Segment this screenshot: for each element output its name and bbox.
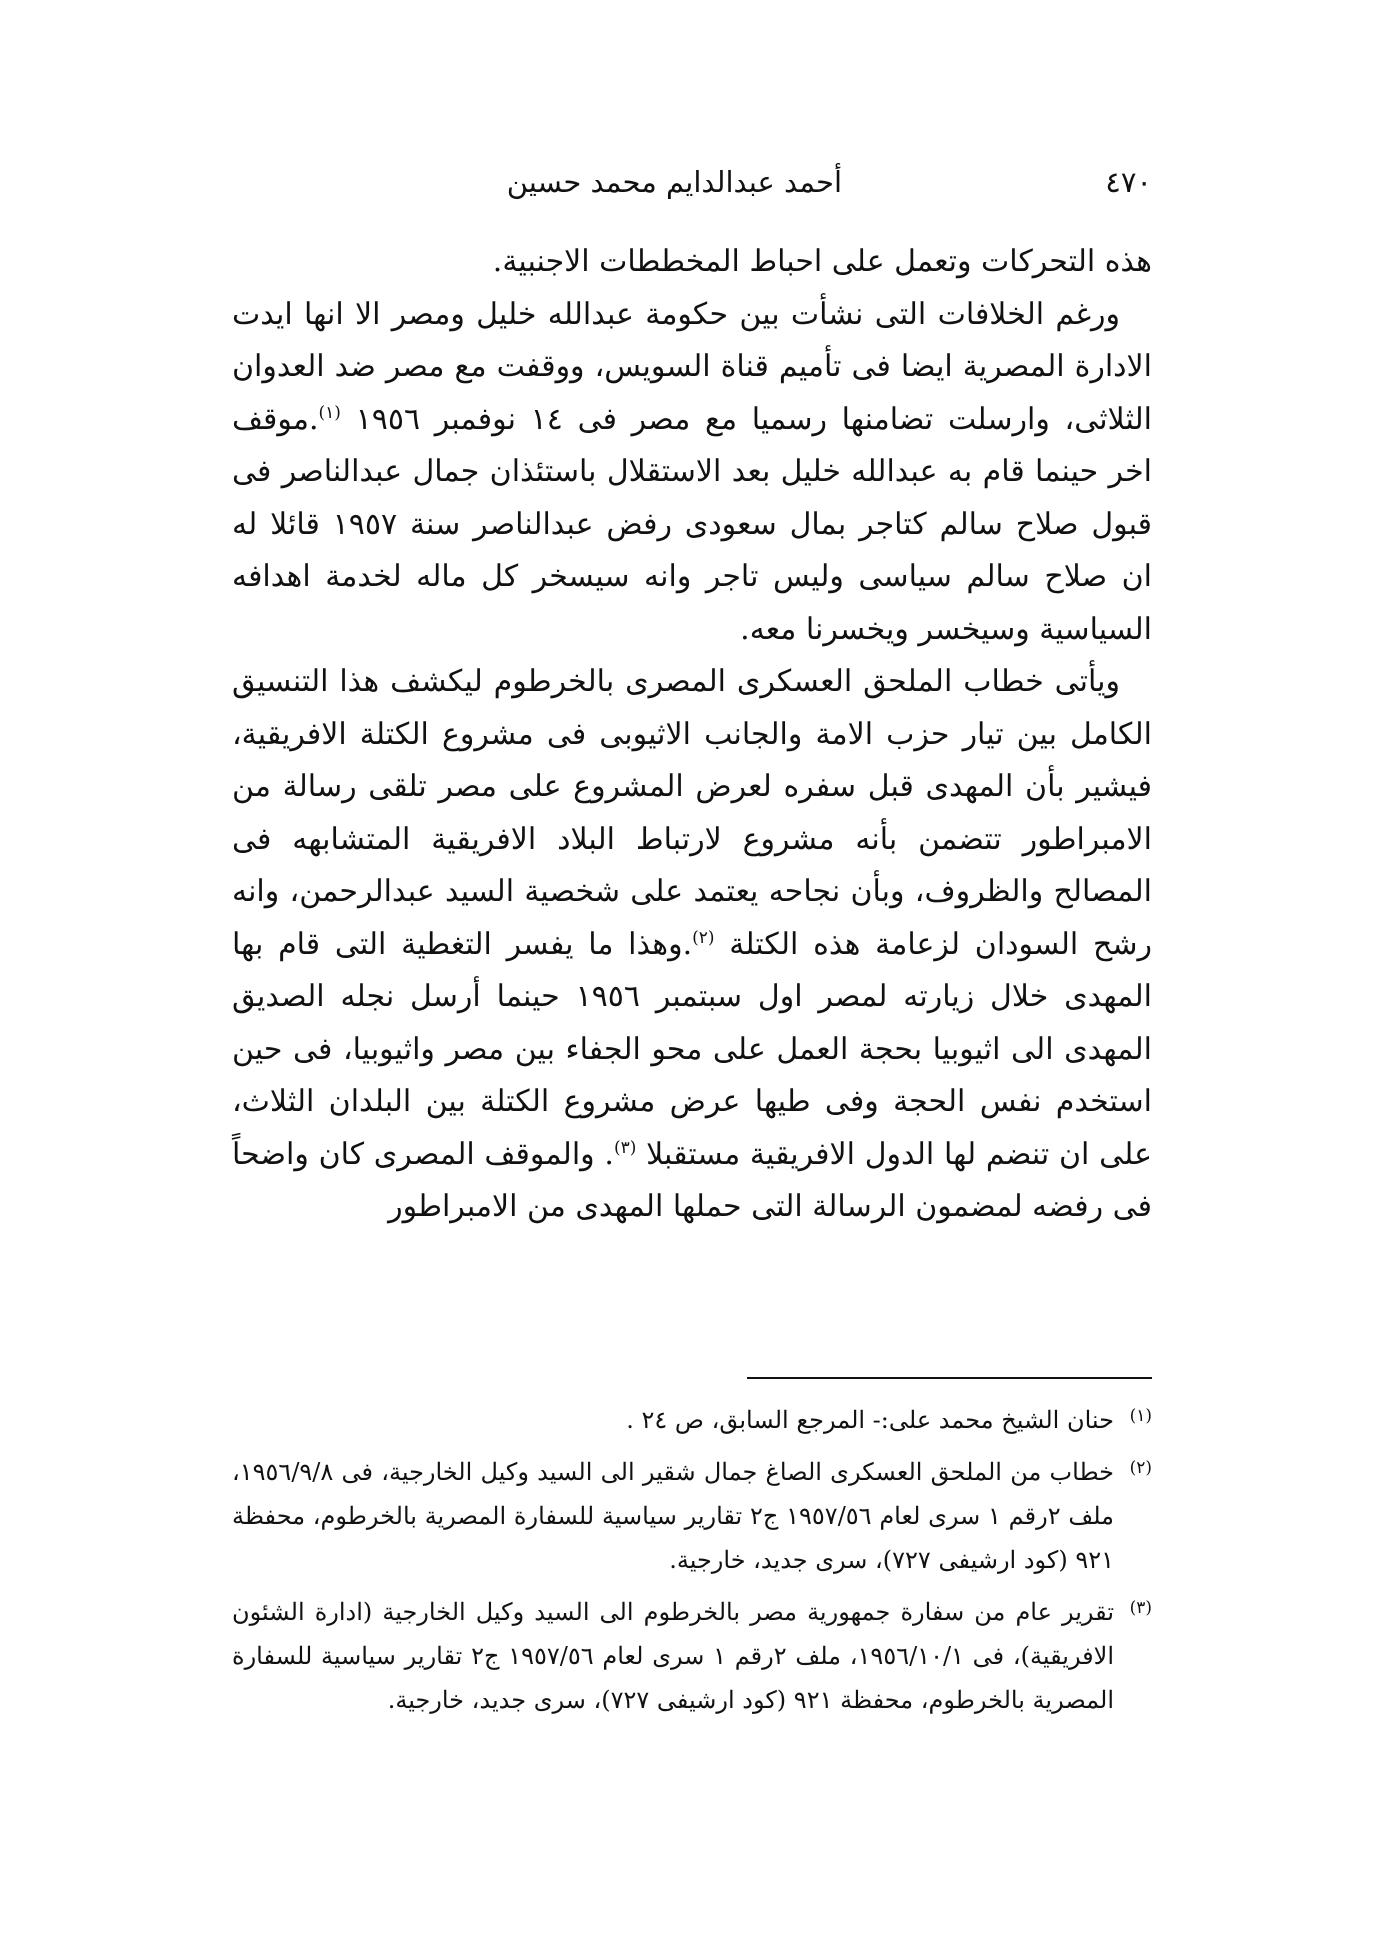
paragraph — [232, 656, 1152, 1234]
paragraph-text: هذه التحركات وتعمل على احباط المخططات الاجنبية. — [492, 244, 1152, 279]
footnote-reference[interactable]: (٣) — [613, 1137, 637, 1158]
footnote-text: تقرير عام من سفارة جمهورية مصر بالخرطوم الى السيد وكيل الخارجية (ادارة الشئون الافريقية)، فى ١٩٥٦/١٠/١، ملف ٢رقم ١ سرى لعام ١٩٥٧/٥٦ ج٢ تقارير سياسية للسفارة المصرية بالخرطوم، محفظة ٩٢١ (كود ارشيفى ٧٢٧)، سرى جديد، خارجية. — [232, 1598, 1115, 1714]
running-title: أحمد عبدالدايم محمد حسين — [506, 165, 842, 199]
page-header — [232, 162, 1152, 212]
footnote-separator — [747, 1377, 1152, 1379]
paragraph-text: .وهذا ما يفسر التغطية التى قام بها المهدى خلال زيارته لمصر اول سبتمبر ١٩٥٦ حينما أرسل نجله الصديق المهدى الى اثيوبيا بحجة العمل على محو الجفاء بين مصر واثيوبيا، فى حين استخدم نفس الحجة وفى طيها عرض مشروع الكتلة بين البلدان الثلاث، على ان تنضم لها الدول الافريقية مستقبلا — [232, 926, 1152, 1172]
paragraph — [232, 236, 1152, 289]
body-text — [232, 236, 1152, 1234]
paragraph — [232, 289, 1152, 657]
paragraph-text: .موقف اخر حينما قام به عبدالله خليل بعد الاستقلال باستئذان جمال عبدالناصر فى قبول صلاح سالم كتاجر بمال سعودى رفض عبدالناصر سنة ١٩٥٧ قائلا له ان صلاح سالم سياسى وليس تاجر وانه سيسخر كل ماله لخدمة اهدافه السياسية وسيخسر ويخسرنا معه. — [232, 401, 1153, 647]
footnote-number: (٢) — [1129, 1458, 1152, 1478]
footnote-number: (١) — [1129, 1406, 1152, 1426]
footnotes — [232, 1398, 1152, 1730]
page-number: ٤٧٠ — [1105, 165, 1152, 199]
paragraph-text: ويأتى خطاب الملحق العسكرى المصرى بالخرطوم ليكشف هذا التنسيق الكامل بين تيار حزب الامة والجانب الاثيوبى فى مشروع الكتلة الافريقية، فيشير بأن المهدى قبل سفره لعرض المشروع على مصر تلقى رسالة من الامبراطور تتضمن بأنه مشروع لارتباط البلاد الافريقية المتشابهه فى المصالح والظروف، وبأن نجاحه يعتمد على شخصية السيد عبدالرحمن، وانه رشح السودان لزعامة هذه الكتلة — [232, 664, 1152, 962]
paragraph-text: ورغم الخلافات التى نشأت بين حكومة عبدالله خليل ومصر الا انها ايدت الادارة المصرية ايضا فى تأميم قناة السويس، ووقفت مع مصر ضد العدوان الثلاثى، وارسلت تضامنها رسميا مع مصر فى ١٤ نوفمبر ١٩٥٦ — [232, 296, 1152, 437]
footnote-reference[interactable]: (١) — [318, 402, 341, 423]
paragraph-text: . والموقف المصرى كان واضحاً فى رفضه لمضمون الرسالة التى حملها المهدى من الامبراطور — [232, 1136, 1152, 1224]
footnote-text: خطاب من الملحق العسكرى الصاغ جمال شقير الى السيد وكيل الخارجية، فى ١٩٥٦/٩/٨، ملف ٢رقم ١ سرى لعام ١٩٥٧/٥٦ ج٢ تقارير سياسية للسفارة المصرية بالخرطوم، محفظة ٩٢١ (كود ارشيفى ٧٢٧)، سرى جديد، خارجية. — [232, 1458, 1115, 1574]
footnote-text: حنان الشيخ محمد على:- المرجع السابق، ص ٢٤ . — [626, 1406, 1114, 1434]
footnote — [232, 1450, 1152, 1582]
footnote — [232, 1590, 1152, 1722]
footnote-reference[interactable]: (٢) — [692, 927, 715, 948]
footnote-number: (٣) — [1129, 1598, 1152, 1618]
footnote — [232, 1398, 1152, 1442]
